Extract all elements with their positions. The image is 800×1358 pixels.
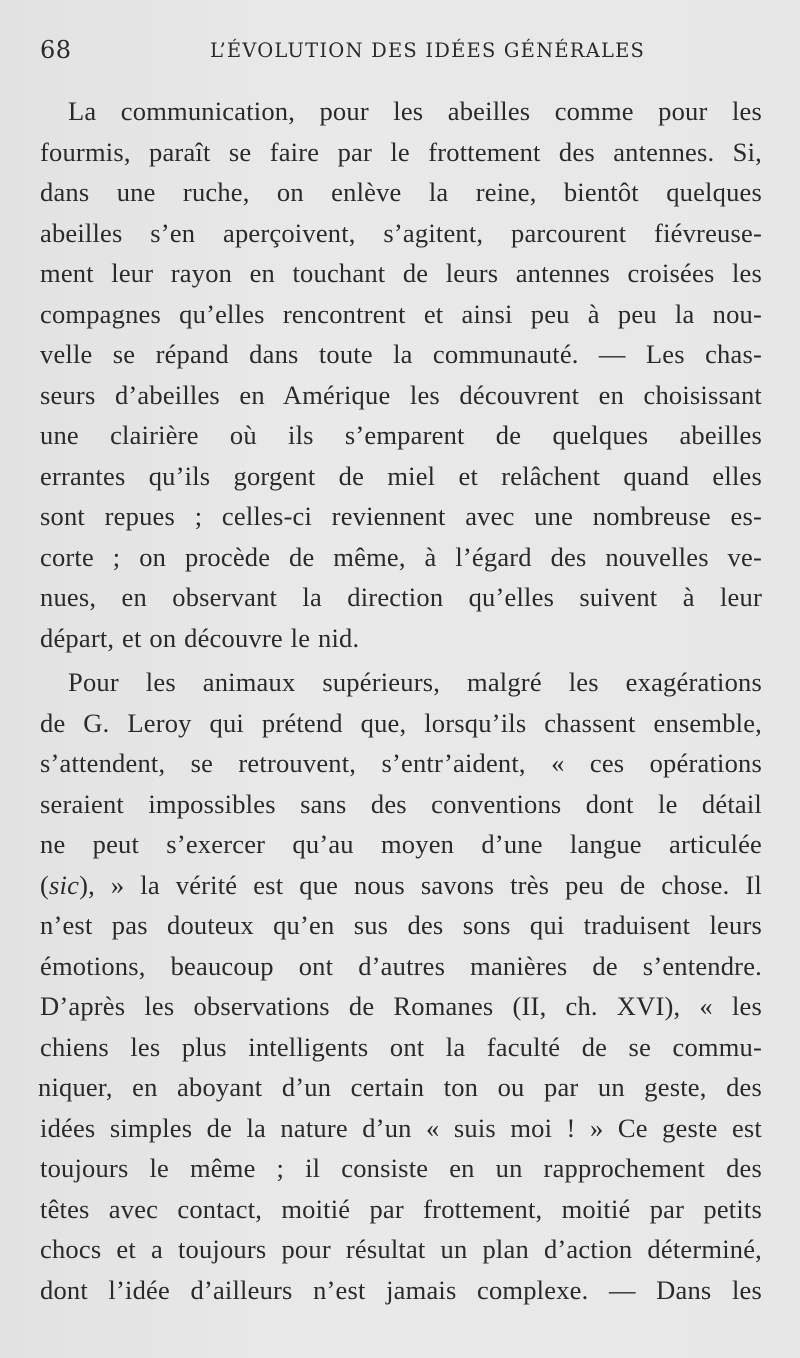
text-line: dont l’idée d’ailleurs n’est jamais complexe. — Dans les: [40, 1274, 762, 1305]
text-line: velle se répand dans toute la communauté. — Les chas-: [40, 339, 762, 369]
text-line: de G. Leroy qui prétend que, lorsqu’ils chassent ensemble,: [40, 707, 762, 738]
paragraph-1: [40, 91, 762, 658]
text-line: D’après les observations de Romanes (II, ch. XVI), « les: [40, 991, 762, 1021]
text-line: émotions, beaucoup ont d’autres manières de s’entendre.: [40, 950, 762, 981]
text-line: fourmis, paraît se faire par le frottement des antennes. Si,: [40, 136, 762, 167]
text-line: chocs et a toujours pour résultat un plan d’action déterminé,: [40, 1234, 762, 1264]
text-line: ment leur rayon en touchant de leurs antennes croisées les: [40, 258, 762, 288]
text-line: seurs d’abeilles en Amérique les découvrent en choisissant: [40, 379, 762, 410]
body-text: [40, 91, 762, 1310]
text-line: errantes qu’ils gorgent de miel et relâchent quand elles: [40, 460, 762, 491]
text-line: départ, et on découvre le nid.: [40, 622, 360, 653]
paragraph-2: [40, 662, 762, 1310]
page-header: [40, 36, 760, 66]
text-line: ne peut s’exercer qu’au moyen d’une langue articulée: [40, 829, 762, 859]
text-line: une clairière où ils s’emparent de quelques abeilles: [40, 420, 762, 450]
text-line: Pour les animaux supérieurs, malgré les exagérations: [68, 667, 762, 697]
text-line: niquer, en aboyant d’un certain ton ou par un geste, des: [38, 1072, 762, 1102]
text-line: s’attendent, se retrouvent, s’entr’aident, « ces opérations: [40, 748, 762, 778]
text-line: idées simples de la nature d’un « suis moi ! » Ce geste est: [40, 1112, 762, 1143]
text-line: compagnes qu’elles rencontrent et ainsi peu à peu la nou-: [40, 298, 762, 329]
page-number: 68: [40, 36, 72, 64]
text-line: n’est pas douteux qu’en sus des sons qui traduisent leurs: [40, 910, 762, 940]
text-line: chiens les plus intelligents ont la faculté de se commu-: [40, 1031, 762, 1062]
text-line: dans une ruche, on enlève la reine, bientôt quelques: [40, 177, 762, 207]
running-title: L’ÉVOLUTION DES IDÉES GÉNÉRALES: [210, 39, 646, 62]
text-line: têtes avec contact, moitié par frottement, moitié par petits: [40, 1193, 762, 1224]
text-line: toujours le même ; il consiste en un rapprochement des: [40, 1153, 762, 1183]
text-line: sont repues ; celles-ci reviennent avec une nombreuse es-: [40, 501, 762, 531]
text-line: La communication, pour les abeilles comme pour les: [68, 96, 762, 126]
text-line: abeilles s’en aperçoivent, s’agitent, parcourent fiévreuse-: [40, 217, 762, 248]
text-line: seraient impossibles sans des conventions dont le détail: [40, 788, 762, 819]
text-line: nues, en observant la direction qu’elles suivent à leur: [40, 582, 762, 612]
text-line: corte ; on procède de même, à l’égard des nouvelles ve-: [40, 541, 762, 572]
text-line: (sic), » la vérité est que nous savons très peu de chose. Il: [40, 869, 762, 900]
